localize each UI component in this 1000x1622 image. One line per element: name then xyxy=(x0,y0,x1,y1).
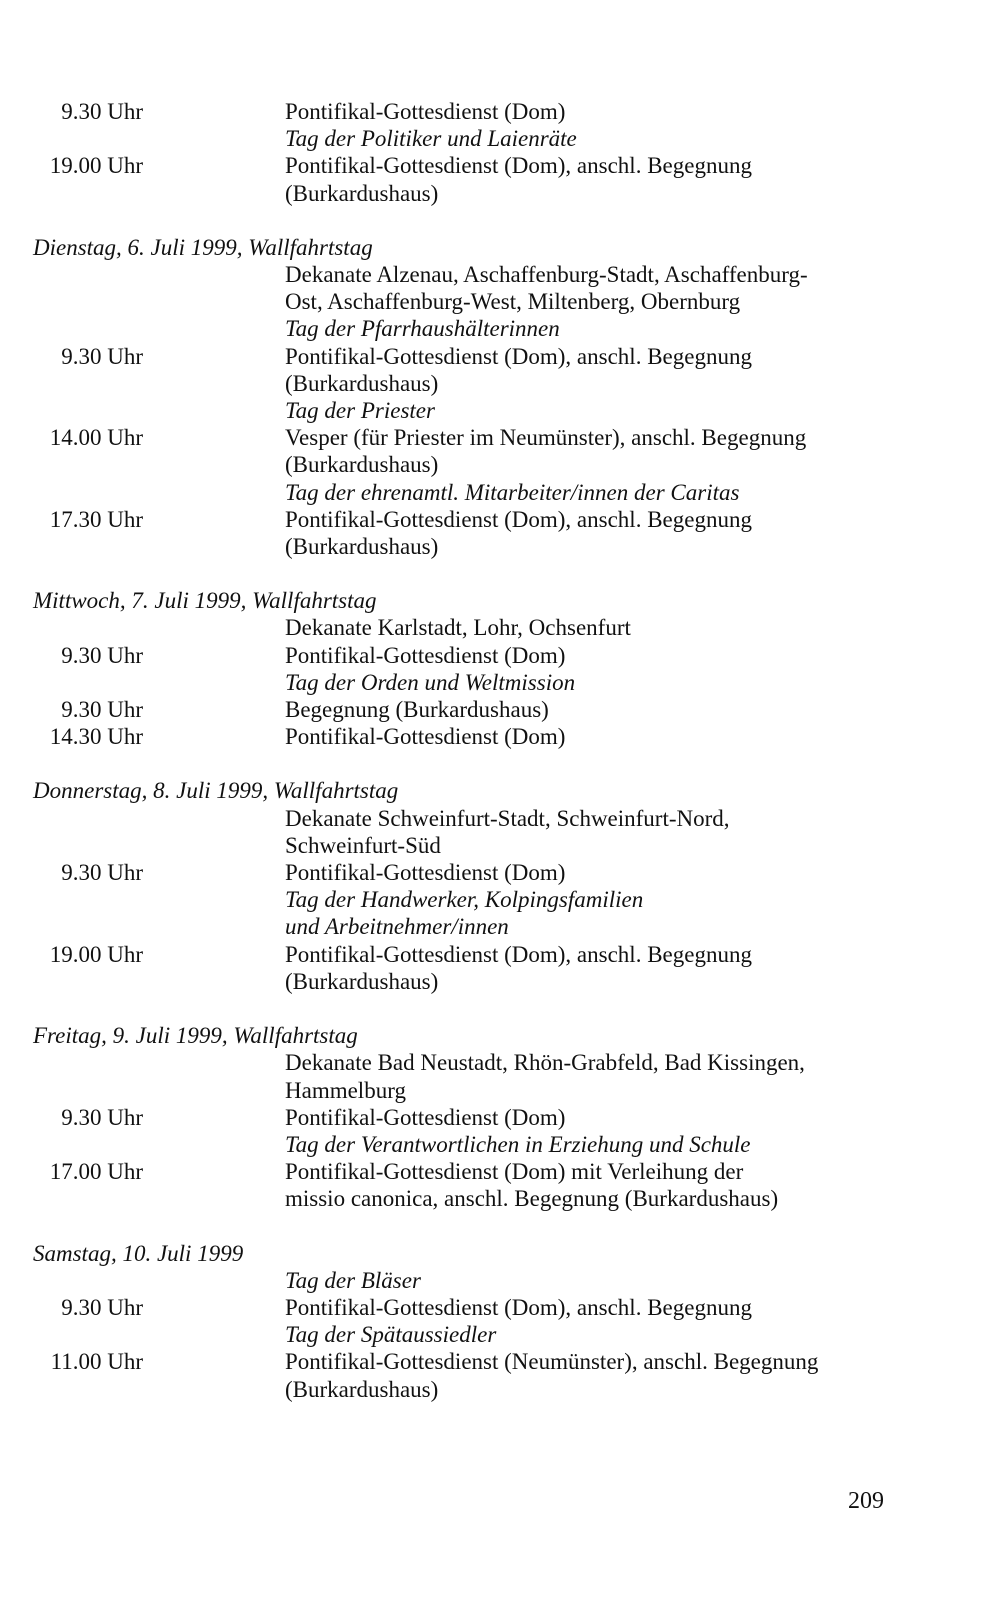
event-description: (Burkardushaus) xyxy=(285,968,439,994)
time-label: 9.30 Uhr xyxy=(61,697,143,723)
event-description: Dekanate Schweinfurt-Stadt, Schweinfurt-Nord, xyxy=(285,805,730,831)
event-description: Pontifikal-Gottesdienst (Dom) mit Verleihung der xyxy=(285,1159,744,1185)
schedule-row xyxy=(33,1267,923,1294)
time-cell xyxy=(33,506,285,533)
event-theme: Tag der Handwerker, Kolpingsfamilien xyxy=(285,887,644,913)
schedule-row xyxy=(33,451,923,478)
schedule-row xyxy=(33,1376,923,1403)
time-label: 17.00 Uhr xyxy=(49,1159,143,1185)
event-description: Pontifikal-Gottesdienst (Dom), anschl. Begegnung xyxy=(285,941,752,967)
schedule-row xyxy=(33,343,923,370)
schedule-row xyxy=(33,642,923,669)
time-cell xyxy=(33,125,285,152)
time-label: 19.00 Uhr xyxy=(49,153,143,179)
time-cell xyxy=(33,723,285,750)
event-description: Pontifikal-Gottesdienst (Dom), anschl. Begegnung xyxy=(285,1294,752,1320)
schedule-row xyxy=(33,805,923,832)
schedule-row xyxy=(33,696,923,723)
schedule-row xyxy=(33,288,923,315)
schedule-row xyxy=(33,968,923,995)
event-description: Pontifikal-Gottesdienst (Dom), anschl. Begegnung xyxy=(285,153,752,179)
schedule-row xyxy=(33,1294,923,1321)
time-cell xyxy=(33,805,285,832)
time-label: 9.30 Uhr xyxy=(61,1104,143,1130)
event-description: Pontifikal-Gottesdienst (Dom), anschl. Begegnung xyxy=(285,343,752,369)
event-description: Pontifikal-Gottesdienst (Dom) xyxy=(285,724,566,750)
time-cell xyxy=(33,941,285,968)
schedule-row xyxy=(33,533,923,560)
schedule-row xyxy=(33,479,923,506)
time-cell xyxy=(33,1321,285,1348)
schedule-row xyxy=(33,424,923,451)
schedule-row xyxy=(33,832,923,859)
time-cell xyxy=(33,614,285,641)
schedule-row xyxy=(33,1049,923,1076)
schedule-row xyxy=(33,370,923,397)
event-description: Pontifikal-Gottesdienst (Dom) xyxy=(285,642,566,668)
time-label: 19.00 Uhr xyxy=(49,941,143,967)
schedule-row xyxy=(33,98,923,125)
time-cell xyxy=(33,479,285,506)
event-description: (Burkardushaus) xyxy=(285,452,439,478)
time-cell xyxy=(33,1131,285,1158)
time-cell xyxy=(33,968,285,995)
event-theme: Tag der Bläser xyxy=(285,1267,421,1293)
event-description: Pontifikal-Gottesdienst (Dom) xyxy=(285,99,566,124)
day-heading: Freitag, 9. Juli 1999, Wallfahrtstag xyxy=(33,1023,358,1049)
time-cell xyxy=(33,533,285,560)
event-description: Dekanate Karlstadt, Lohr, Ochsenfurt xyxy=(285,615,631,641)
time-cell xyxy=(33,343,285,370)
event-description: (Burkardushaus) xyxy=(285,370,439,396)
event-theme: Tag der Politiker und Laienräte xyxy=(285,126,577,152)
time-cell xyxy=(33,1158,285,1185)
event-description: missio canonica, anschl. Begegnung (Burkardushaus) xyxy=(285,1186,779,1212)
event-description: Hammelburg xyxy=(285,1077,406,1103)
time-label: 9.30 Uhr xyxy=(61,642,143,668)
time-cell xyxy=(33,913,285,940)
event-description: Dekanate Bad Neustadt, Rhön-Grabfeld, Bad Kissingen, xyxy=(285,1050,805,1076)
time-cell xyxy=(33,370,285,397)
time-label: 17.30 Uhr xyxy=(49,506,143,532)
event-description: Dekanate Alzenau, Aschaffenburg-Stadt, Aschaffenburg- xyxy=(285,262,808,288)
schedule-row xyxy=(33,152,923,179)
event-description: Schweinfurt-Süd xyxy=(285,832,441,858)
time-label: 11.00 Uhr xyxy=(50,1349,143,1375)
time-cell xyxy=(33,642,285,669)
event-theme: Tag der Pfarrhaushälterinnen xyxy=(285,316,560,342)
event-description: Vesper (für Priester im Neumünster), anschl. Begegnung xyxy=(285,425,807,451)
schedule-row xyxy=(33,723,923,750)
schedule-row xyxy=(33,506,923,533)
schedule-row xyxy=(33,261,923,288)
time-cell xyxy=(33,1348,285,1375)
schedule-row xyxy=(33,315,923,342)
page-number: 209 xyxy=(848,1488,884,1514)
event-description: Begegnung (Burkardushaus) xyxy=(285,697,549,723)
time-cell xyxy=(33,1049,285,1076)
event-description: (Burkardushaus) xyxy=(285,1376,439,1402)
schedule-row xyxy=(33,859,923,886)
time-cell xyxy=(33,288,285,315)
time-label: 9.30 Uhr xyxy=(61,99,143,124)
time-cell xyxy=(33,669,285,696)
event-description: Pontifikal-Gottesdienst (Dom), anschl. Begegnung xyxy=(285,506,752,532)
schedule-row xyxy=(33,180,923,207)
schedule-row xyxy=(33,913,923,940)
event-description: Pontifikal-Gottesdienst (Neumünster), anschl. Begegnung xyxy=(285,1349,819,1375)
time-cell xyxy=(33,397,285,424)
schedule xyxy=(33,98,923,1403)
time-label: 14.00 Uhr xyxy=(49,425,143,451)
schedule-row xyxy=(33,125,923,152)
schedule-row xyxy=(33,1077,923,1104)
day-heading: Donnerstag, 8. Juli 1999, Wallfahrtstag xyxy=(33,778,399,804)
schedule-row xyxy=(33,1321,923,1348)
day-heading: Samstag, 10. Juli 1999 xyxy=(33,1240,244,1266)
schedule-row xyxy=(33,1131,923,1158)
time-cell xyxy=(33,1077,285,1104)
schedule-row xyxy=(33,886,923,913)
time-label: 9.30 Uhr xyxy=(61,1294,143,1320)
time-label: 9.30 Uhr xyxy=(61,860,143,886)
event-description: (Burkardushaus) xyxy=(285,534,439,560)
schedule-row xyxy=(33,941,923,968)
time-cell xyxy=(33,1185,285,1212)
day-heading: Mittwoch, 7. Juli 1999, Wallfahrtstag xyxy=(33,588,377,614)
time-cell xyxy=(33,180,285,207)
event-description: (Burkardushaus) xyxy=(285,180,439,206)
event-theme: Tag der Verantwortlichen in Erziehung und Schule xyxy=(285,1131,751,1157)
time-cell xyxy=(33,1267,285,1294)
schedule-row xyxy=(33,397,923,424)
time-cell xyxy=(33,315,285,342)
time-label: 14.30 Uhr xyxy=(49,724,143,750)
event-theme: Tag der Orden und Weltmission xyxy=(285,669,576,695)
time-cell xyxy=(33,859,285,886)
schedule-row xyxy=(33,1104,923,1131)
time-cell xyxy=(33,886,285,913)
schedule-row xyxy=(33,669,923,696)
time-cell xyxy=(33,98,285,125)
time-cell xyxy=(33,1376,285,1403)
event-description: Ost, Aschaffenburg-West, Miltenberg, Obernburg xyxy=(285,289,741,315)
schedule-row xyxy=(33,1348,923,1375)
event-theme: Tag der ehrenamtl. Mitarbeiter/innen der Caritas xyxy=(285,479,740,505)
time-cell xyxy=(33,1294,285,1321)
time-cell xyxy=(33,451,285,478)
event-theme: Tag der Spätaussiedler xyxy=(285,1322,497,1348)
schedule-row xyxy=(33,1185,923,1212)
time-cell xyxy=(33,152,285,179)
time-cell xyxy=(33,261,285,288)
day-heading: Dienstag, 6. Juli 1999, Wallfahrtstag xyxy=(33,234,373,260)
event-theme: und Arbeitnehmer/innen xyxy=(285,914,509,940)
event-description: Pontifikal-Gottesdienst (Dom) xyxy=(285,1104,566,1130)
time-cell xyxy=(33,1104,285,1131)
schedule-row xyxy=(33,614,923,641)
event-theme: Tag der Priester xyxy=(285,398,435,424)
schedule-row xyxy=(33,1158,923,1185)
time-cell xyxy=(33,832,285,859)
event-description: Pontifikal-Gottesdienst (Dom) xyxy=(285,860,566,886)
time-cell xyxy=(33,424,285,451)
time-cell xyxy=(33,696,285,723)
time-label: 9.30 Uhr xyxy=(61,343,143,369)
